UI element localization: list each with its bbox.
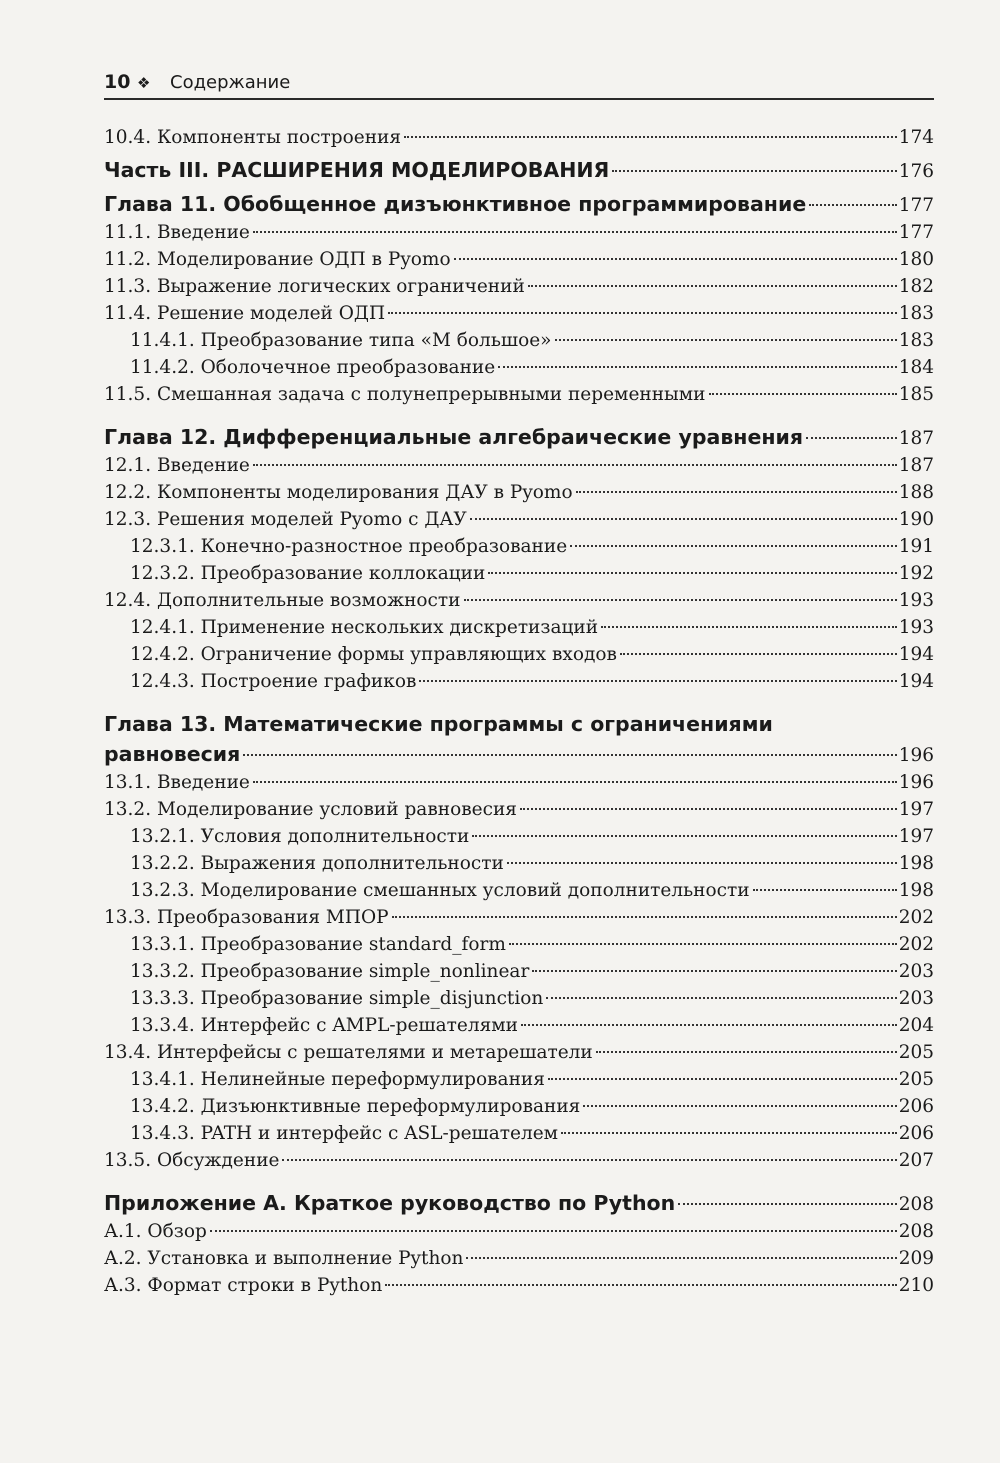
toc-entry-title: 13.4.1. Нелинейные переформулирования <box>130 1069 545 1090</box>
toc-page-number: 206 <box>898 1123 934 1144</box>
toc-subsection-entry[interactable] <box>104 1120 934 1147</box>
toc-entry-title: 13.3. Преобразования МПОР <box>104 907 389 928</box>
toc-entry-title: 11.4.2. Оболочечное преобразование <box>130 357 496 378</box>
toc-section-entry[interactable] <box>104 796 934 823</box>
toc-entry-title: 11.2. Моделирование ОДП в Pyomo <box>104 249 451 270</box>
dot-leader <box>464 599 897 601</box>
toc-subsection-entry[interactable] <box>104 985 934 1012</box>
toc-entry-title: 12.1. Введение <box>104 455 250 476</box>
ornament-icon: ❖ <box>137 74 151 92</box>
toc-page-number: 202 <box>898 934 934 955</box>
toc-section-entry[interactable] <box>104 506 934 533</box>
toc-chapter-entry[interactable] <box>104 739 934 769</box>
dot-leader <box>528 285 897 287</box>
toc-entry-title: 13.3.1. Преобразование standard_form <box>130 934 506 955</box>
dot-leader <box>809 204 896 206</box>
dot-leader <box>620 653 897 655</box>
toc-subsection-entry[interactable] <box>104 958 934 985</box>
toc-page-number: 182 <box>898 276 934 297</box>
toc-page-number: 198 <box>898 880 934 901</box>
toc-entry-title: 12.3.1. Конечно-разностное преобразование <box>130 536 568 557</box>
dot-leader <box>419 680 896 682</box>
toc-entry-title: 10.4. Компоненты построения <box>104 127 402 148</box>
toc-page-number: 194 <box>898 671 934 692</box>
toc-entry-title: 13.2.2. Выражения дополнительности <box>130 853 504 874</box>
dot-leader <box>561 1132 897 1134</box>
toc-page-number: 184 <box>898 357 934 378</box>
table-of-contents <box>104 124 934 1299</box>
toc-entry-title: 12.4.1. Применение нескольких дискретизаций <box>130 617 599 638</box>
toc-section-entry[interactable] <box>104 1245 934 1272</box>
toc-page-number: 208 <box>898 1194 934 1215</box>
toc-entry-title: 12.4. Дополнительные возможности <box>104 590 461 611</box>
toc-entry-title: 13.2. Моделирование условий равновесия <box>104 799 517 820</box>
dot-leader <box>210 1230 897 1232</box>
toc-page-number: 183 <box>898 303 934 324</box>
toc-entry-title: 13.4.3. PATH и интерфейс с ASL-решателем <box>130 1123 559 1144</box>
toc-chapter-entry[interactable] <box>104 189 934 219</box>
dot-leader <box>243 754 896 756</box>
toc-subsection-entry[interactable] <box>104 354 934 381</box>
toc-entry-title: А.2. Установка и выполнение Python <box>104 1248 464 1269</box>
toc-entry-title: 13.3.2. Преобразование simple_nonlinear <box>130 961 530 982</box>
toc-entry-title: А.3. Формат строки в Python <box>104 1275 383 1296</box>
dot-leader <box>392 916 897 918</box>
toc-entry-title: Часть III. РАСШИРЕНИЯ МОДЕЛИРОВАНИЯ <box>104 158 610 182</box>
dot-leader <box>282 1159 896 1161</box>
toc-entry-title: 13.3.3. Преобразование simple_disjunction <box>130 988 544 1009</box>
toc-section-entry[interactable] <box>104 219 934 246</box>
toc-page-number: 187 <box>898 428 934 449</box>
dot-leader <box>520 808 897 810</box>
toc-entry-title: 12.3.2. Преобразование коллокации <box>130 563 486 584</box>
dot-leader <box>470 518 897 520</box>
toc-entry-title: 13.2.3. Моделирование смешанных условий дополнительности <box>130 880 750 901</box>
toc-subsection-entry[interactable] <box>104 614 934 641</box>
toc-page-number: 209 <box>898 1248 934 1269</box>
toc-section-entry[interactable] <box>104 452 934 479</box>
toc-section-entry[interactable] <box>104 479 934 506</box>
toc-chapter-entry[interactable] <box>104 422 934 452</box>
dot-leader <box>570 545 897 547</box>
toc-chapter-title-line: Глава 13. Математические программы с ограничениями <box>104 712 773 736</box>
toc-chapter-entry[interactable] <box>104 1188 934 1218</box>
dot-leader <box>806 437 897 439</box>
dot-leader <box>678 1203 896 1205</box>
toc-page-number: 198 <box>898 853 934 874</box>
toc-section-entry[interactable] <box>104 1218 934 1245</box>
toc-section-entry[interactable] <box>104 273 934 300</box>
toc-entry-title: 13.5. Обсуждение <box>104 1150 280 1171</box>
dot-leader <box>532 970 896 972</box>
dot-leader <box>753 889 897 891</box>
toc-page-number: 205 <box>898 1042 934 1063</box>
dot-leader <box>548 1078 897 1080</box>
toc-entry-title: 11.5. Смешанная задача с полунепрерывными переменными <box>104 384 706 405</box>
toc-entry-title: Приложение А. Краткое руководство по Python <box>104 1191 676 1215</box>
toc-subsection-entry[interactable] <box>104 823 934 850</box>
toc-entry-title: 12.3. Решения моделей Pyomo с ДАУ <box>104 509 467 530</box>
toc-entry-title: 13.1. Введение <box>104 772 250 793</box>
dot-leader <box>521 1024 897 1026</box>
dot-leader <box>488 572 896 574</box>
toc-page-number: 191 <box>898 536 934 557</box>
dot-leader <box>253 231 897 233</box>
toc-page-number: 206 <box>898 1096 934 1117</box>
toc-entry-title: 13.4. Интерфейсы с решателями и метарешатели <box>104 1042 593 1063</box>
toc-page-number: 177 <box>898 222 934 243</box>
dot-leader <box>507 862 897 864</box>
toc-page-number: 190 <box>898 509 934 530</box>
toc-page-number: 197 <box>898 799 934 820</box>
dot-leader <box>555 339 897 341</box>
toc-subsection-entry[interactable] <box>104 1093 934 1120</box>
toc-entry-title: 12.4.3. Построение графиков <box>130 671 417 692</box>
dot-leader <box>253 781 897 783</box>
dot-leader <box>404 136 897 138</box>
toc-page-number: 205 <box>898 1069 934 1090</box>
toc-page-number: 185 <box>898 384 934 405</box>
running-header <box>104 66 934 100</box>
toc-page-number: 207 <box>898 1150 934 1171</box>
toc-entry-title: 13.2.1. Условия дополнительности <box>130 826 470 847</box>
toc-section-entry[interactable] <box>104 124 934 151</box>
toc-section-entry[interactable] <box>104 1147 934 1174</box>
dot-leader <box>709 393 897 395</box>
dot-leader <box>576 491 897 493</box>
toc-page-number: 210 <box>898 1275 934 1296</box>
dot-leader <box>472 835 896 837</box>
toc-page-number: 196 <box>898 745 934 766</box>
toc-page-number: 208 <box>898 1221 934 1242</box>
toc-section-entry[interactable] <box>104 381 934 408</box>
dot-leader <box>388 312 897 314</box>
toc-page-number: 196 <box>898 772 934 793</box>
toc-subsection-entry[interactable] <box>104 327 934 354</box>
toc-subsection-entry[interactable] <box>104 668 934 695</box>
toc-page-number: 174 <box>898 127 934 148</box>
toc-page-number: 192 <box>898 563 934 584</box>
toc-section-entry[interactable] <box>104 1272 934 1299</box>
toc-subsection-entry[interactable] <box>104 533 934 560</box>
toc-section-entry[interactable] <box>104 246 934 273</box>
toc-page-number: 194 <box>898 644 934 665</box>
toc-page-number: 203 <box>898 961 934 982</box>
dot-leader <box>546 997 896 999</box>
toc-entry-title: 11.3. Выражение логических ограничений <box>104 276 525 297</box>
toc-subsection-entry[interactable] <box>104 877 934 904</box>
dot-leader <box>498 366 896 368</box>
toc-entry-title: 13.3.4. Интерфейс с AMPL-решателями <box>130 1015 518 1036</box>
toc-subsection-entry[interactable] <box>104 850 934 877</box>
dot-leader <box>509 943 897 945</box>
toc-page-number: 202 <box>898 907 934 928</box>
toc-page-number: 193 <box>898 617 934 638</box>
toc-subsection-entry[interactable] <box>104 931 934 958</box>
toc-chapter-entry[interactable] <box>104 155 934 185</box>
toc-entry-title: Глава 11. Обобщенное дизъюнктивное программирование <box>104 192 807 216</box>
toc-subsection-entry[interactable] <box>104 1012 934 1039</box>
toc-page-number: 197 <box>898 826 934 847</box>
toc-entry-title: равновесия <box>104 742 241 766</box>
toc-subsection-entry[interactable] <box>104 1066 934 1093</box>
toc-entry-title: Глава 12. Дифференциальные алгебраические уравнения <box>104 425 804 449</box>
toc-page-number: 188 <box>898 482 934 503</box>
toc-entry-title: 13.4.2. Дизъюнктивные переформулирования <box>130 1096 581 1117</box>
dot-leader <box>466 1257 896 1259</box>
toc-entry-title: 12.4.2. Ограничение формы управляющих входов <box>130 644 617 665</box>
dot-leader <box>596 1051 897 1053</box>
toc-section-entry[interactable] <box>104 769 934 796</box>
dot-leader <box>612 170 896 172</box>
dot-leader <box>601 626 897 628</box>
toc-entry-title: 12.2. Компоненты моделирования ДАУ в Pyomo <box>104 482 573 503</box>
toc-section-entry[interactable] <box>104 300 934 327</box>
toc-subsection-entry[interactable] <box>104 560 934 587</box>
toc-section-entry[interactable] <box>104 1039 934 1066</box>
page-number: 10 <box>104 71 131 93</box>
toc-page-number: 180 <box>898 249 934 270</box>
header-title: Содержание <box>170 72 291 93</box>
toc-entry-title: А.1. Обзор <box>104 1221 207 1242</box>
toc-entry-title: 11.4. Решение моделей ОДП <box>104 303 386 324</box>
toc-page-number: 183 <box>898 330 934 351</box>
toc-entry-title: 11.1. Введение <box>104 222 250 243</box>
toc-section-entry[interactable] <box>104 904 934 931</box>
toc-page-number: 187 <box>898 455 934 476</box>
toc-subsection-entry[interactable] <box>104 641 934 668</box>
dot-leader <box>385 1284 896 1286</box>
dot-leader <box>454 258 897 260</box>
toc-section-entry[interactable] <box>104 587 934 614</box>
toc-page-number: 203 <box>898 988 934 1009</box>
dot-leader <box>253 464 897 466</box>
toc-page-number: 204 <box>898 1015 934 1036</box>
toc-entry-title: 11.4.1. Преобразование типа «М большое» <box>130 330 552 351</box>
toc-page-number: 177 <box>898 195 934 216</box>
dot-leader <box>583 1105 896 1107</box>
toc-page-number: 176 <box>898 161 934 182</box>
toc-page-number: 193 <box>898 590 934 611</box>
